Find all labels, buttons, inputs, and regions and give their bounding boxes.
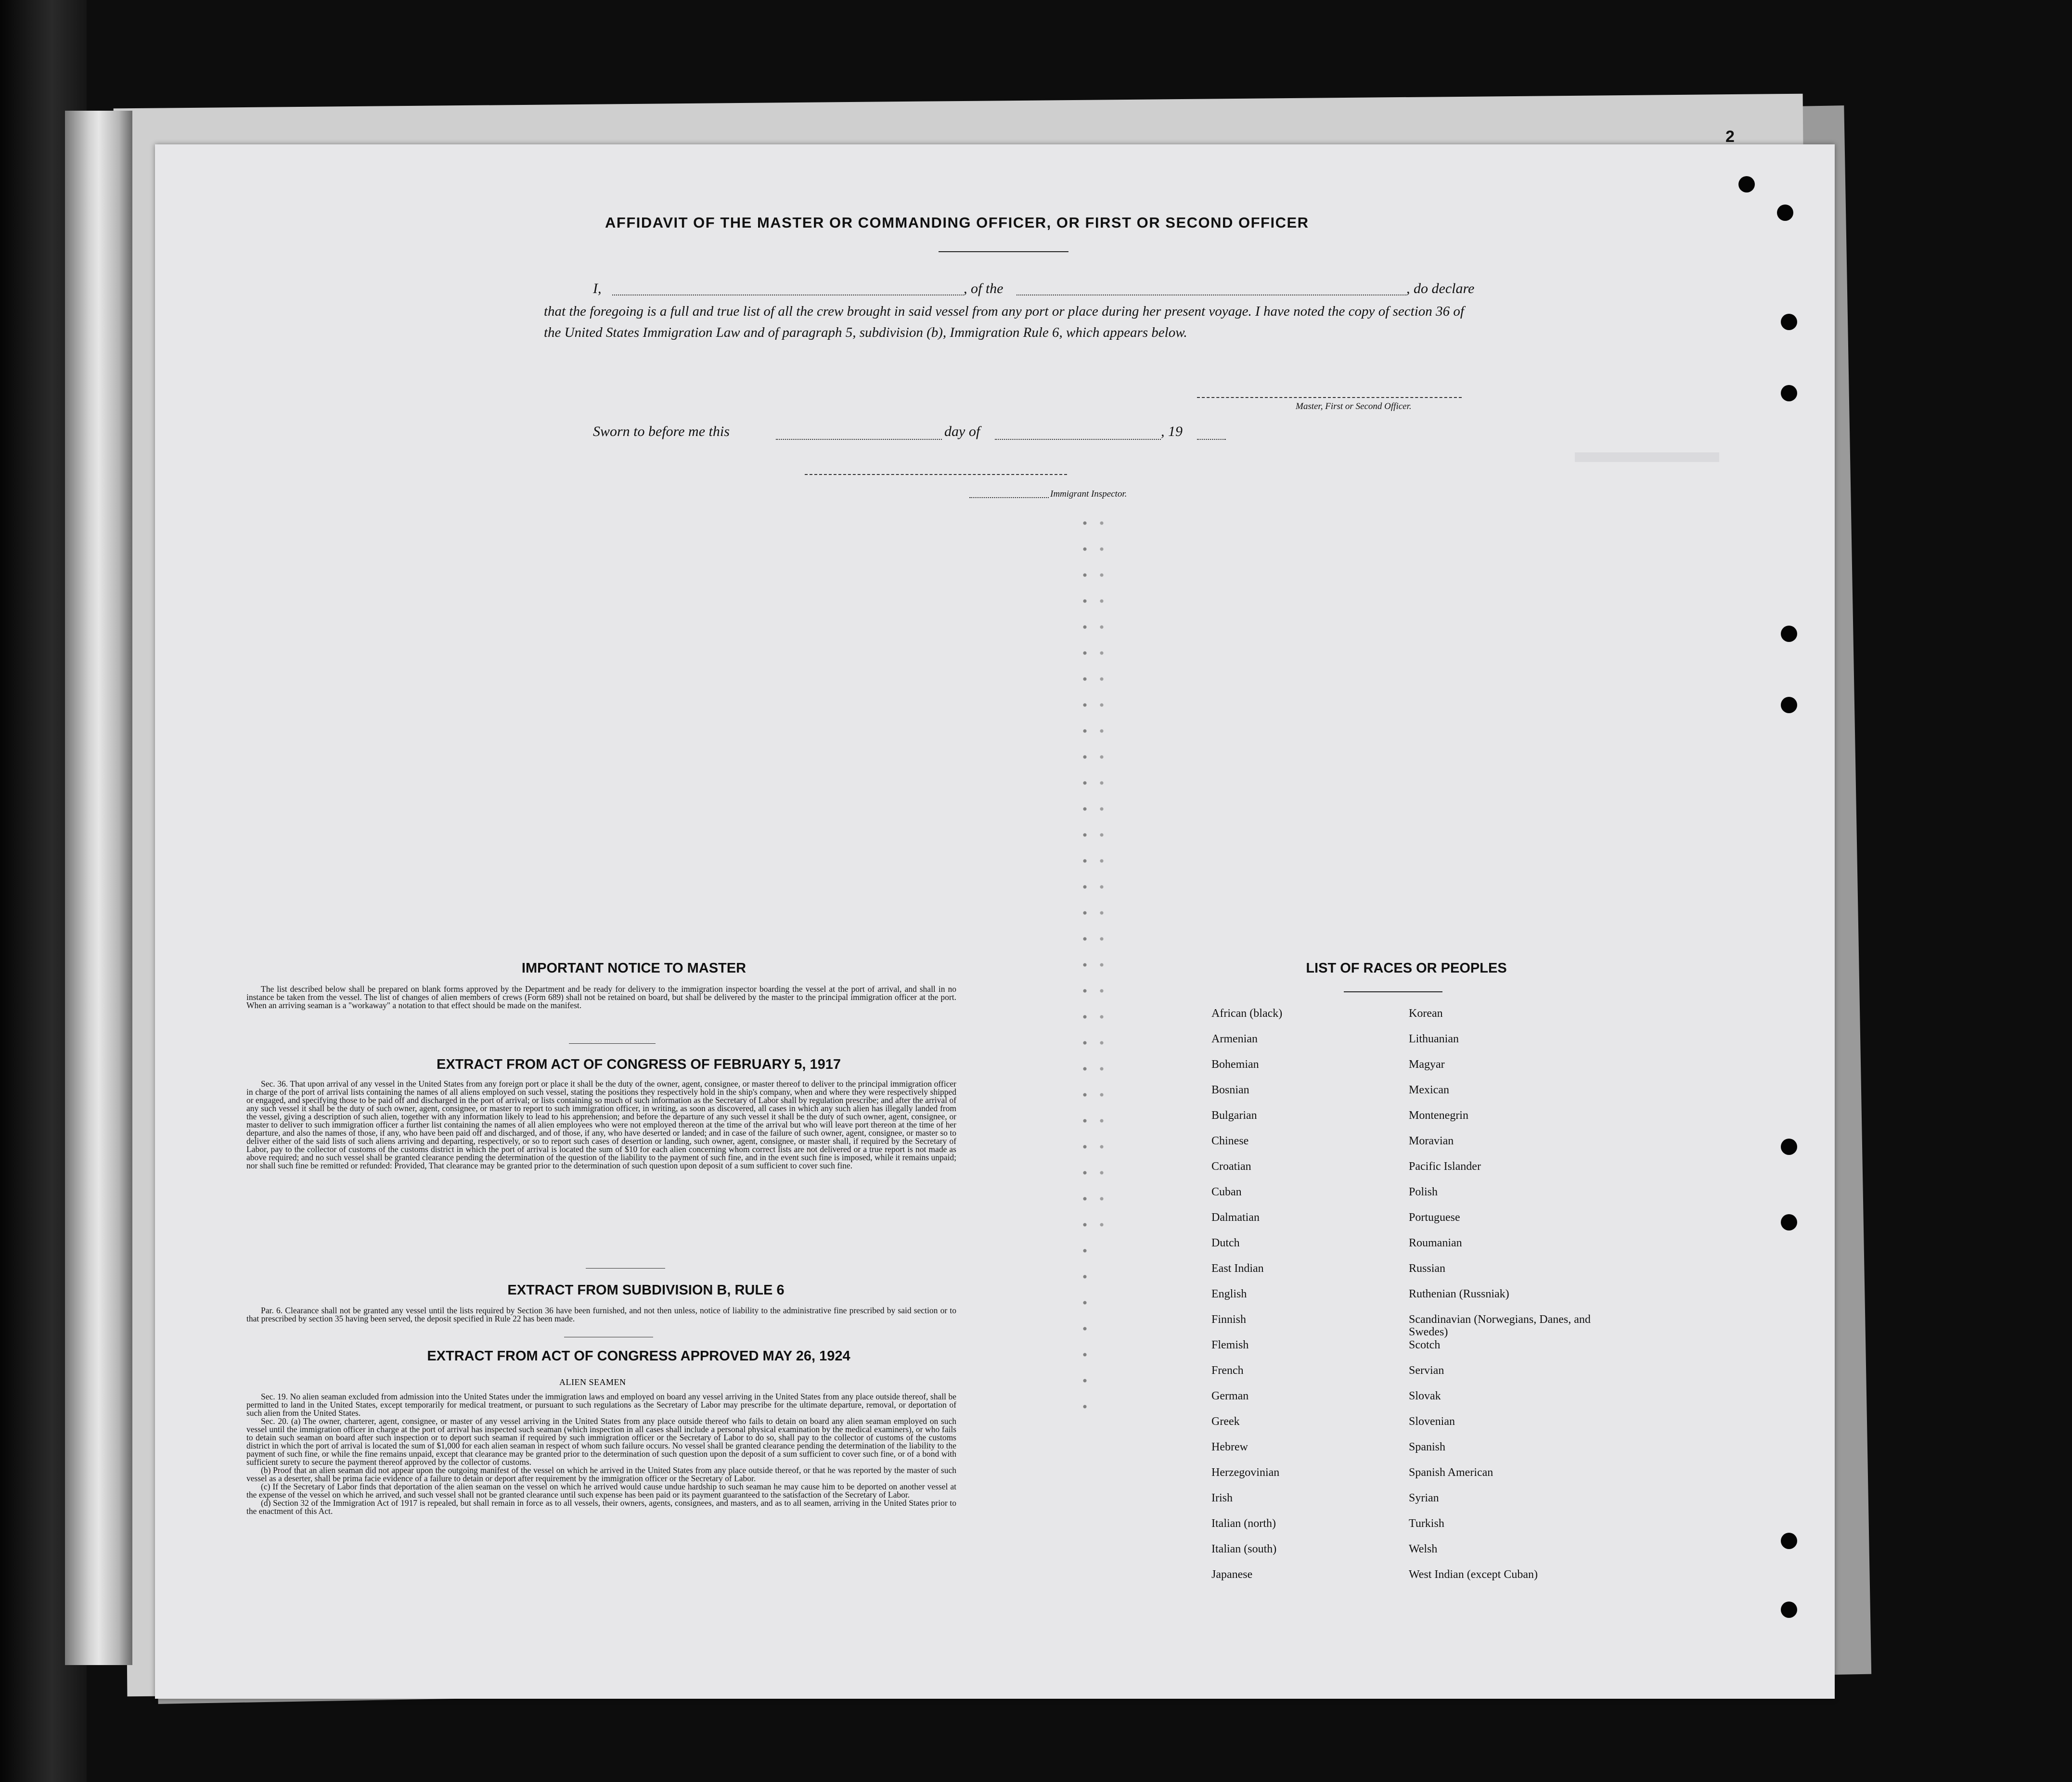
extract-1917-title: EXTRACT FROM ACT OF CONGRESS OF FEBRUARY 5, 1917 (436, 1057, 841, 1072)
year-label: , 19 (1161, 423, 1183, 439)
extract-1924-title: EXTRACT FROM ACT OF CONGRESS APPROVED MAY 26, 1924 (427, 1348, 850, 1364)
affidavit-i-label: I, (593, 281, 602, 296)
race-item: Cuban (1211, 1186, 1242, 1198)
race-item: Dalmatian (1211, 1211, 1260, 1224)
inspector-label: Immigrant Inspector. (1050, 489, 1127, 499)
inspector-field[interactable] (969, 497, 1049, 498)
race-item: Scandinavian (Norwegians, Danes, and Swedes) (1409, 1313, 1591, 1338)
race-item: Portuguese (1409, 1211, 1460, 1224)
race-item: Syrian (1409, 1492, 1439, 1504)
punch-hole (1781, 1214, 1797, 1231)
race-item: Finnish (1211, 1313, 1247, 1326)
race-item: Ruthenian (Russniak) (1409, 1288, 1509, 1300)
race-item: Irish (1211, 1492, 1233, 1504)
paragraph: (d) Section 32 of the Immigration Act of 1917 is repealed, but shall remain in force as to all vessels, their owners, agents, consignees, and masters, and as to all seamen, arriving in the United States prior to the enactment of this Act. (246, 1498, 956, 1516)
race-item: Servian (1409, 1364, 1444, 1377)
race-item: Spanish American (1409, 1466, 1493, 1479)
race-item: Roumanian (1409, 1237, 1462, 1249)
race-item: West Indian (except Cuban) (1409, 1568, 1538, 1581)
bleed-through (1575, 452, 1719, 462)
affidavit-declare-label: , do declare (1406, 281, 1475, 296)
signature-field[interactable] (1197, 397, 1462, 398)
race-item: Russian (1409, 1262, 1446, 1275)
races-title: LIST OF RACES OR PEOPLES (1306, 961, 1507, 976)
punch-hole (1781, 1139, 1797, 1155)
punch-hole (1781, 385, 1797, 401)
race-item: Pacific Islander (1409, 1160, 1481, 1173)
race-item: Magyar (1409, 1058, 1445, 1071)
race-item: African (black) (1211, 1007, 1283, 1020)
divider (586, 1268, 665, 1269)
punch-hole (1738, 176, 1755, 192)
punch-hole (1781, 626, 1797, 642)
punch-hole (1781, 697, 1797, 713)
race-item: Korean (1409, 1007, 1443, 1020)
race-item: Dutch (1211, 1237, 1240, 1249)
page-number: 2 (1725, 128, 1735, 146)
sworn-month-field[interactable] (995, 439, 1161, 440)
race-item: Italian (north) (1211, 1517, 1276, 1530)
race-item: East Indian (1211, 1262, 1264, 1275)
race-item: Chinese (1211, 1135, 1249, 1147)
affidavit-body: that the foregoing is a full and true list of all the crew brought in said vessel from any port or place during her present voyage. I have noted the copy of section 36 of the United States Immigration Law and of paragraph 5, subdivision (b), Immigration Rule 6, which appears below. (544, 304, 1464, 340)
race-item: Japanese (1211, 1568, 1253, 1581)
divider (569, 1043, 656, 1044)
paragraph: Sec. 19. No alien seaman excluded from admission into the United States under the immigration laws and employed on board any vessel arriving in the United States from any place outside thereof, shall be permitted to land in the United States, except temporarily for medical treatment, or pursuant to such regulations as the Secretary of Labor may prescribe for the ultimate departure, removal, or deportation of such alien from the United States. (246, 1392, 956, 1418)
sworn-year-field[interactable] (1197, 439, 1226, 440)
race-item: Hebrew (1211, 1441, 1248, 1453)
races-underline (1344, 991, 1442, 992)
race-item: English (1211, 1288, 1247, 1300)
race-item: Slovak (1409, 1390, 1441, 1402)
notice-text: The list described below shall be prepared on blank forms approved by the Department and be ready for delivery to the immigration inspector boarding the vessel at the port of arrival, and shall in no instance be taken from the vessel. The list of changes of alien members of crews (Form 689) shall not be retained on board, but shall be delivered by the master to the principal immigration officer at the port. When an arriving seaman is a "workaway" a notation to that effect should be made on the manifest. (246, 984, 956, 1010)
race-item: German (1211, 1390, 1249, 1402)
extract-1924-text (246, 1393, 956, 1515)
race-item: Turkish (1409, 1517, 1444, 1530)
day-of-label: day of (944, 423, 980, 439)
alien-seamen-subtitle: ALIEN SEAMEN (559, 1377, 626, 1387)
sworn-label: Sworn to before me this (593, 423, 730, 439)
race-item: Mexican (1409, 1084, 1449, 1096)
affidavit-of-the-label: , of the (964, 281, 1004, 296)
race-item: Bohemian (1211, 1058, 1259, 1071)
punch-hole (1781, 314, 1797, 330)
race-item: Moravian (1409, 1135, 1454, 1147)
paragraph: (c) If the Secretary of Labor finds that deportation of the alien seaman on the vessel on which he arrived would cause undue hardship to such seaman he may cause him to be deported on another vessel at the expense of the vessel on which he arrived, and such vessel shall not be granted clearance until such expense has been paid or its payment guaranteed to the satisfaction of the Secretary of Labor. (246, 1482, 956, 1500)
race-item: Spanish (1409, 1441, 1446, 1453)
race-item: Croatian (1211, 1160, 1251, 1173)
paragraph: (b) Proof that an alien seaman did not appear upon the outgoing manifest of the vessel on which he arrived in the United States from any place outside thereof, or that he was reported by the master of such vessel as a deserter, shall be prima facie evidence of a failure to detain or deport after requirement by the immigration officer or the Secretary of Labor. (246, 1465, 956, 1483)
race-item: Bosnian (1211, 1084, 1249, 1096)
race-item: Scotch (1409, 1339, 1441, 1351)
paragraph: Sec. 20. (a) The owner, charterer, agent, consignee, or master of any vessel arriving in the United States from any place outside thereof who fails to detain on board any alien seaman employed on such vessel until the immigration officer in charge at the port of arrival has inspected such seaman (which inspection in all cases shall include a personal physical examination by the medical examiners), or who fails to detain such seaman on board after such inspection or to deport such seaman if required by such immigration officer or the Secretary of Labor to do so, shall pay to the collector of customs of the customs district in which the port of arrival is located the sum of $1,000 for each alien seaman in respect of whom such failure occurs. No vessel shall be granted clearance pending the determination of the liability to the payment of such fine, or while the fine remains unpaid, except that clearance may be granted prior to the determination of such question upon the deposit of a sum sufficient to cover such fine, or of a bond with sufficient surety to secure the payment thereof approved by the collector of customs. (246, 1416, 956, 1467)
race-item: Herzegovinian (1211, 1466, 1280, 1479)
affidavit-title: AFFIDAVIT OF THE MASTER OR COMMANDING OFFICER, OR FIRST OR SECOND OFFICER (605, 214, 1309, 231)
race-item: Slovenian (1409, 1415, 1455, 1428)
race-item: Welsh (1409, 1543, 1438, 1555)
title-underline (939, 251, 1068, 252)
signature-label: Master, First or Second Officer. (1296, 401, 1412, 411)
extract-rule6-title: EXTRACT FROM SUBDIVISION B, RULE 6 (507, 1282, 785, 1298)
punch-hole (1781, 1602, 1797, 1618)
extract-rule6-text: Par. 6. Clearance shall not be granted any vessel until the lists required by Section 36 have been furnished, and not then unless, notice of liability to the administrative fine prescribed by said section or to that prescribed by section 35 having been served, the deposit specified in Rule 22 has been made. (246, 1306, 956, 1323)
race-item: Flemish (1211, 1339, 1249, 1351)
race-item: Bulgarian (1211, 1109, 1257, 1122)
race-item: Armenian (1211, 1033, 1258, 1045)
race-item: Montenegrin (1409, 1109, 1468, 1122)
race-item: Polish (1409, 1186, 1438, 1198)
extract-1917-text: Sec. 36. That upon arrival of any vessel in the United States from any foreign port or place it shall be the duty of the owner, agent, consignee, or master thereof to deliver to the principal immigration officer in charge of the port of arrival lists containing the names of all aliens employed on such vessel, stating the positions they respectively hold in the ship's company, when and where they were respectively shipped or engaged, and specifying those to be paid off and discharged in the port of arrival; or lists containing so much of such information as the Secretary of Labor shall by regulation prescribe; and after the arrival of any such vessel it shall be the duty of such owner, agent, consignee, or master to report to such immigration officer, in writing, as soon as discovered, all cases in which any such alien has illegally landed from the vessel, giving a description of such alien, together with any information likely to lead to his apprehension; and before the departure of any such vessel it shall be the duty of such owner, agent, consignee, or master to deliver to such immigration officer a further list containing the names of all alien employees who were not employed thereon at the time of the arrival but who will leave port thereon at the time of her departure, and also the names of those, if any, who have been paid off and discharged, and of those, if any, who have deserted or landed; and in case of the failure of such owner, agent, consignee, or master so to deliver either of the said lists of such aliens arriving and departing, respectively, or so to report such cases of desertion or landing, such owner, agent, consignee, or master shall, if required by the Secretary of Labor, pay to the collector of customs of the customs district in which the port of arrival is located the sum of $10 for each alien concerning whom correct lists are not delivered or a true report is not made as above required; and no such vessel shall be granted clearance pending the determination of the question of the liability to the payment of such fine, and in the event such fine is imposed, while it remains unpaid; nor shall such fine be remitted or refunded: Provided, That clearance may be granted prior to the determination of such question upon deposit of a sum sufficient to cover such fine. (246, 1079, 956, 1170)
race-item: Greek (1211, 1415, 1240, 1428)
race-item: Lithuanian (1409, 1033, 1459, 1045)
race-item: Italian (south) (1211, 1543, 1277, 1555)
notice-title: IMPORTANT NOTICE TO MASTER (521, 961, 746, 976)
bleed-dots (1098, 510, 1105, 1232)
sworn-day-field[interactable] (776, 439, 942, 440)
inspector-signature-field[interactable] (805, 474, 1067, 475)
bleed-dots (1081, 510, 1088, 1424)
binder-strip (65, 111, 132, 1665)
punch-hole (1777, 205, 1793, 221)
punch-hole (1781, 1533, 1797, 1549)
race-item: French (1211, 1364, 1244, 1377)
manifest-page (155, 144, 1835, 1699)
